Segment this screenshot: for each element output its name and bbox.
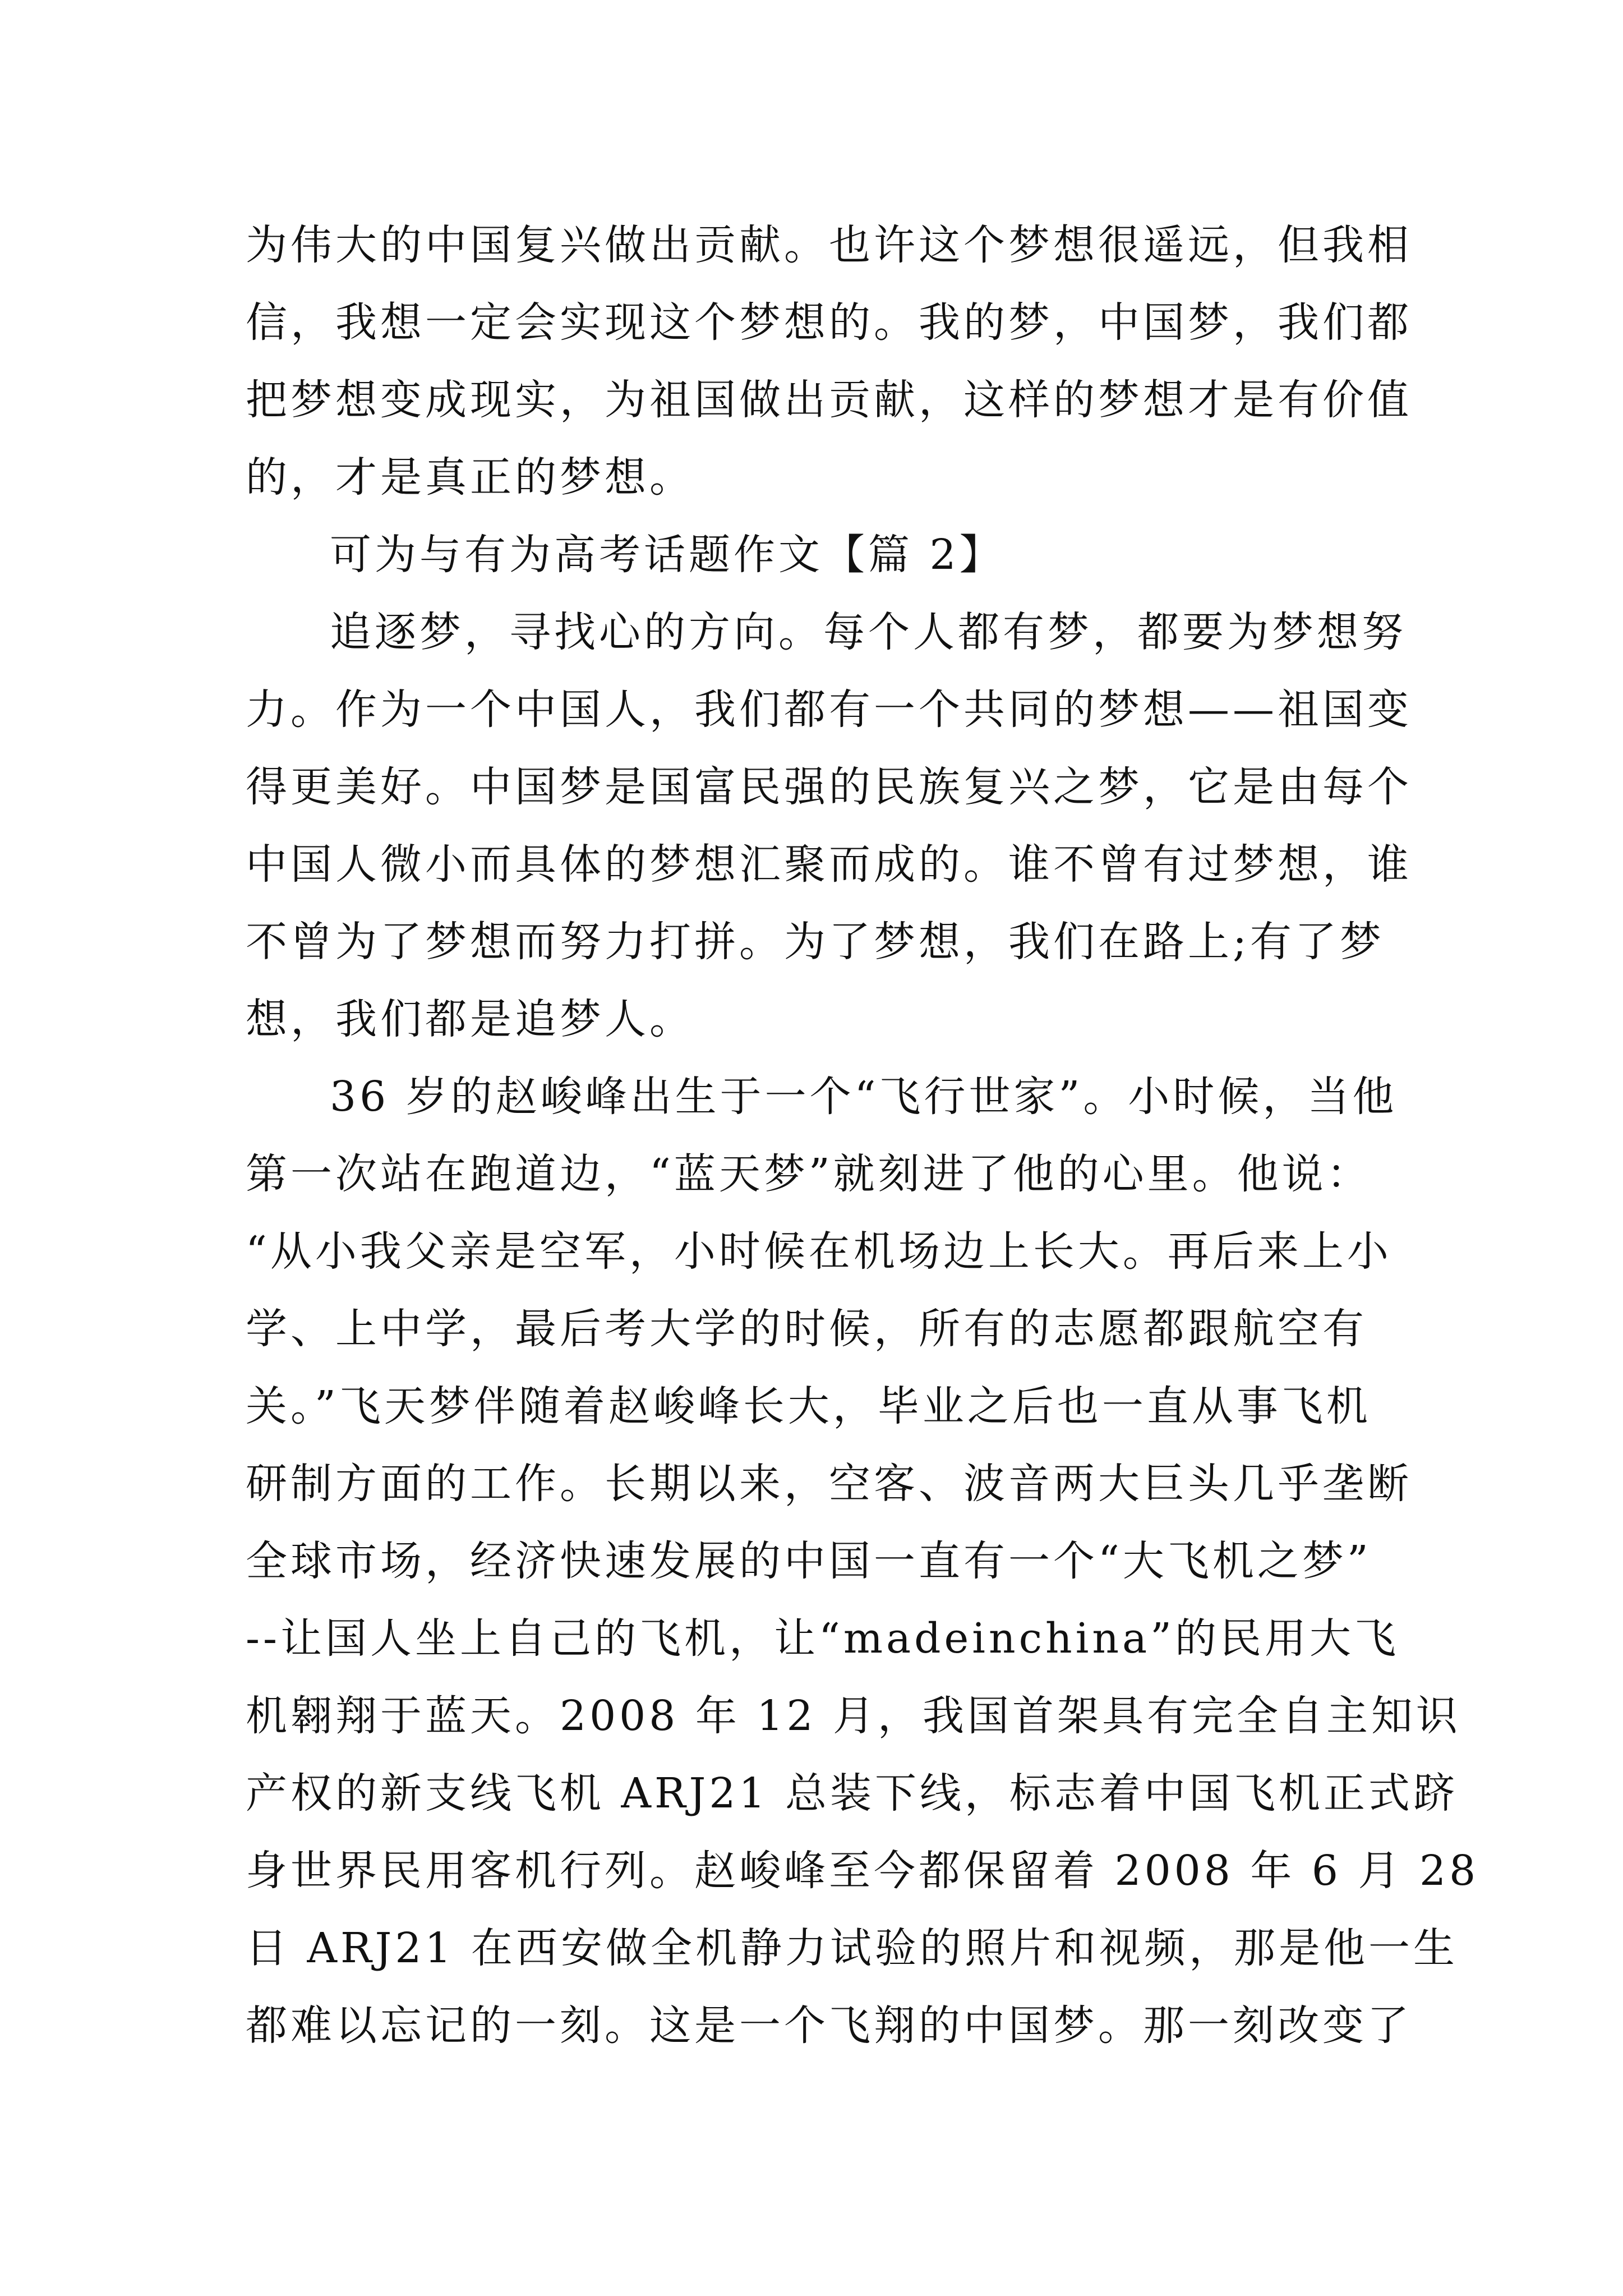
text-line: 得更美好。中国梦是国富民强的民族复兴之梦，它是由每个 xyxy=(246,763,1412,811)
text-line: 信，我想一定会实现这个梦想的。我的梦，中国梦，我们都 xyxy=(246,298,1412,347)
text-line: 力。作为一个中国人，我们都有一个共同的梦想——祖国变 xyxy=(246,685,1412,734)
text-line: 产权的新支线飞机 ARJ21 总装下线，标志着中国飞机正式跻 xyxy=(246,1769,1459,1818)
text-line: 机翱翔于蓝天。2008 年 12 月，我国首架具有完全自主知识 xyxy=(246,1692,1461,1740)
text-line: 不曾为了梦想而努力打拼。为了梦想，我们在路上;有了梦 xyxy=(246,918,1385,966)
text-line: 研制方面的工作。长期以来，空客、波音两大巨头几乎垄断 xyxy=(246,1460,1412,1508)
text-line: 36 岁的赵峻峰出生于一个“飞行世家”。小时候，当他 xyxy=(330,1073,1398,1121)
text-line: 把梦想变成现实，为祖国做出贡献，这样的梦想才是有价值 xyxy=(246,376,1412,424)
text-line: 全球市场，经济快速发展的中国一直有一个“大飞机之梦” xyxy=(246,1537,1372,1585)
text-line: 日 ARJ21 在西安做全机静力试验的照片和视频，那是他一生 xyxy=(246,1924,1459,1972)
body-text xyxy=(246,206,1479,2064)
text-line: 想，我们都是追梦人。 xyxy=(246,995,694,1043)
text-line: 都难以忘记的一刻。这是一个飞翔的中国梦。那一刻改变了 xyxy=(246,2001,1412,2050)
text-line: 学、上中学，最后考大学的时候，所有的志愿都跟航空有 xyxy=(246,1305,1367,1353)
text-line: 关。”飞天梦伴随着赵峻峰长大，毕业之后也一直从事飞机 xyxy=(246,1382,1371,1430)
text-line: 第一次站在跑道边，“蓝天梦”就刻进了他的心里。他说： xyxy=(246,1150,1372,1198)
text-line: 为伟大的中国复兴做出贡献。也许这个梦想很遥远，但我相 xyxy=(246,221,1412,269)
text-line: 中国人微小而具体的梦想汇聚而成的。谁不曾有过梦想，谁 xyxy=(246,840,1412,889)
text-line: --让国人坐上自己的飞机，让“madeinchina”的民用大飞 xyxy=(246,1614,1399,1663)
text-line: 身世界民用客机行列。赵峻峰至今都保留着 2008 年 6 月 28 xyxy=(246,1847,1479,1895)
text-line: 追逐梦，寻找心的方向。每个人都有梦，都要为梦想努 xyxy=(330,608,1407,656)
text-line: 的，才是真正的梦想。 xyxy=(246,453,694,501)
text-line: “从小我父亲是空军，小时候在机场边上长大。再后来上小 xyxy=(246,1227,1392,1276)
section-heading: 可为与有为高考话题作文【篇 2】 xyxy=(330,531,1004,579)
